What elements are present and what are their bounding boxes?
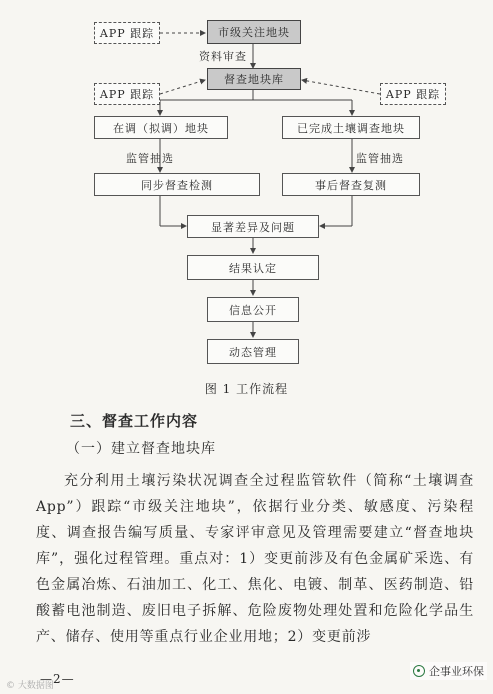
in-progress-plots-box <box>94 116 228 139</box>
app-tracking-label: APP 跟踪 <box>99 88 155 101</box>
completed-survey-label: 已完成土壤调查地块 <box>297 121 405 135</box>
body-paragraph: 充分利用土壤污染状况调查全过程监管软件（简称“土壤调查 App”）跟踪“市级关注地块”，依据行业分类、敏感度、污染程度、调查报告编写质量、专家评审意见及管理需要建立“督查地块库”，强化过程管理。重点对：1）变更前涉及有色金属矿采选、有色金属冶炼、石油加工、化工、焦化、电镀、制革、医药制造、铅酸蓄电池制造、废旧电子拆解、危险废物处理处置和危险化学品生产、储存、使用等重点行业企业用地；2）变更前涉 <box>36 473 474 645</box>
figure-caption: 图 1 工作流程 <box>204 382 289 396</box>
completed-survey-box <box>282 116 420 139</box>
app-tracking-label: APP 跟踪 <box>99 27 155 40</box>
issues-box <box>187 215 319 238</box>
in-progress-label: 在调（拟调）地块 <box>113 121 209 135</box>
watermark-right <box>410 662 487 680</box>
dynamic-mgmt-box <box>207 339 299 364</box>
app-tracking-box-right <box>380 83 446 105</box>
issues-label: 显著差异及问题 <box>211 220 295 234</box>
data-review-label: 资料审查 <box>199 50 247 63</box>
subsection-title: （一）建立督查地块库 <box>66 441 216 457</box>
sync-check-label: 同步督查检测 <box>141 178 213 192</box>
section-title: 三、督查工作内容 <box>70 412 199 430</box>
sync-check-box <box>94 173 260 196</box>
supervision-db-box <box>207 68 301 90</box>
post-check-label: 事后督查复测 <box>315 178 387 192</box>
post-check-box <box>282 173 420 196</box>
watermark-right-label: 企事业环保 <box>429 665 484 678</box>
disclosure-label: 信息公开 <box>229 303 277 317</box>
city-plots-label: 市级关注地块 <box>218 26 290 39</box>
wechat-logo-icon <box>413 665 425 677</box>
dynamic-mgmt-label: 动态管理 <box>229 345 277 359</box>
confirm-label: 结果认定 <box>229 261 277 275</box>
confirm-box <box>187 255 319 280</box>
spot-check-label-right: 监管抽选 <box>356 152 404 165</box>
spot-check-label-left: 监管抽选 <box>126 152 174 165</box>
app-tracking-box-left <box>94 83 160 105</box>
watermark-left: © 大数据图 <box>6 681 54 691</box>
app-tracking-box-top <box>94 22 160 44</box>
city-plots-box <box>207 20 301 44</box>
disclosure-box <box>207 297 299 322</box>
app-tracking-label: APP 跟踪 <box>385 88 441 101</box>
page-number: —2— <box>40 672 75 686</box>
supervision-db-label: 督查地块库 <box>224 73 284 86</box>
